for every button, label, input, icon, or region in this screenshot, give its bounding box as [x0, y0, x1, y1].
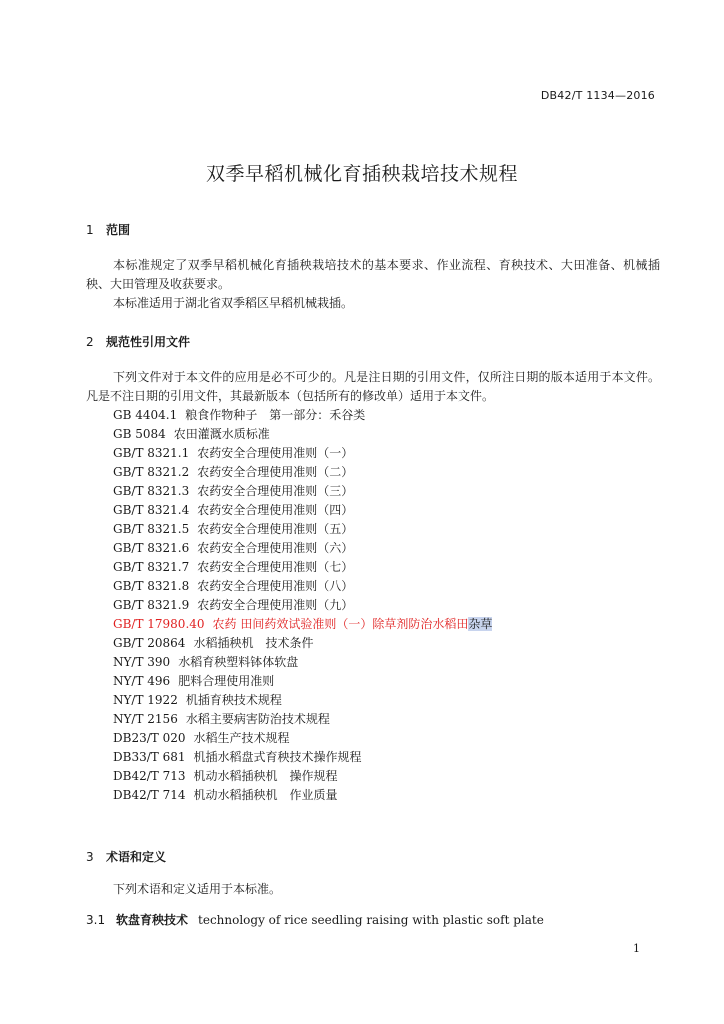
reference-code: GB/T 8321.7: [113, 560, 190, 574]
reference-title: 农田灌溉水质标准: [173, 427, 270, 441]
reference-code: NY/T 2156: [113, 712, 178, 726]
reference-code: GB/T 8321.6: [113, 541, 190, 555]
reference-code: DB33/T 681: [113, 750, 186, 764]
reference-title: 农药安全合理使用准则（五）: [197, 522, 354, 536]
references-intro-paragraph: 下列文件对于本文件的应用是必不可少的。凡是注日期的引用文件，仅所注日期的版本适用于本文件。凡是不注日期的引用文件，其最新版本（包括所有的修改单）适用于本文件。: [86, 370, 660, 403]
terms-intro-paragraph: 下列术语和定义适用于本标准。: [113, 882, 282, 896]
reference-item: [113, 710, 492, 729]
section-1-heading: [86, 221, 130, 238]
document-title: 双季早稻机械化育插秧栽培技术规程: [205, 163, 518, 185]
reference-item: [113, 520, 492, 539]
reference-item: [113, 425, 492, 444]
reference-title: 农药安全合理使用准则（一）: [197, 446, 354, 460]
reference-code: NY/T 496: [113, 674, 171, 688]
reference-item: [113, 767, 492, 786]
reference-title: 农药安全合理使用准则（七）: [197, 560, 354, 574]
normative-references-list: [113, 406, 492, 805]
term-english: technology of rice seedling raising with plastic soft plate: [198, 913, 544, 927]
scope-paragraph-1: 本标准规定了双季早稻机械化育插秧栽培技术的基本要求、作业流程、育秧技术、大田准备、机械插秧、大田管理及收获要求。: [86, 258, 660, 291]
reference-item: [113, 729, 492, 748]
reference-item: [113, 463, 492, 482]
text-selection-highlight[interactable]: 杂草: [468, 617, 493, 631]
reference-title: 水稻育秧塑料钵体软盘: [178, 655, 299, 669]
reference-item: [113, 444, 492, 463]
section-title: 范围: [106, 223, 131, 237]
section-number: 1: [86, 223, 94, 237]
reference-title: 机动水稻插秧机 操作规程: [193, 769, 338, 783]
reference-code: NY/T 1922: [113, 693, 178, 707]
reference-title: 农药安全合理使用准则（三）: [197, 484, 354, 498]
reference-title: 水稻主要病害防治技术规程: [185, 712, 330, 726]
reference-title: 农药安全合理使用准则（四）: [197, 503, 354, 517]
reference-title: 机插水稻盘式育秧技术操作规程: [193, 750, 362, 764]
reference-title: 农药 田间药效试验准则（一）除草剂防治水稻田: [212, 617, 469, 631]
reference-code: GB/T 8321.3: [113, 484, 190, 498]
reference-title: 机插育秧技术规程: [185, 693, 282, 707]
standard-code: DB42/T 1134—2016: [540, 89, 655, 102]
reference-item: [113, 653, 492, 672]
reference-title: 粮食作物种子 第一部分：禾谷类: [185, 408, 366, 422]
reference-code: DB23/T 020: [113, 731, 186, 745]
reference-code: DB42/T 714: [113, 788, 186, 802]
reference-code: NY/T 390: [113, 655, 171, 669]
scope-paragraph-2: 本标准适用于湖北省双季稻区早稻机械栽插。: [113, 296, 354, 310]
page-number: 1: [633, 942, 640, 955]
reference-item-highlighted: [113, 615, 492, 634]
reference-title: 水稻插秧机 技术条件: [193, 636, 314, 650]
reference-item: [113, 482, 492, 501]
reference-item: [113, 539, 492, 558]
reference-item: [113, 748, 492, 767]
reference-item: [113, 672, 492, 691]
reference-code: GB/T 8321.2: [113, 465, 190, 479]
reference-code: GB/T 8321.8: [113, 579, 190, 593]
reference-title: 农药安全合理使用准则（六）: [197, 541, 354, 555]
reference-title: 肥料合理使用准则: [178, 674, 275, 688]
section-3-heading: [86, 848, 166, 865]
reference-item: [113, 691, 492, 710]
reference-code: DB42/T 713: [113, 769, 186, 783]
reference-item: [113, 406, 492, 425]
reference-code: GB/T 20864: [113, 636, 186, 650]
reference-title: 农药安全合理使用准则（九）: [197, 598, 354, 612]
term-number: 3.1: [86, 913, 106, 927]
reference-code: GB/T 8321.1: [113, 446, 190, 460]
section-title: 规范性引用文件: [106, 335, 191, 349]
reference-code: GB 4404.1: [113, 408, 178, 422]
reference-item: [113, 596, 492, 615]
section-title: 术语和定义: [106, 850, 167, 864]
reference-title: 水稻生产技术规程: [193, 731, 290, 745]
reference-code: GB 5084: [113, 427, 166, 441]
section-number: 2: [86, 335, 94, 349]
term-3-1: [86, 911, 544, 928]
section-number: 3: [86, 850, 94, 864]
reference-title: 机动水稻插秧机 作业质量: [193, 788, 338, 802]
reference-item: [113, 786, 492, 805]
reference-title: 农药安全合理使用准则（八）: [197, 579, 354, 593]
reference-item: [113, 501, 492, 520]
reference-code: GB/T 8321.5: [113, 522, 190, 536]
reference-code: GB/T 17980.40: [113, 617, 205, 631]
reference-title: 农药安全合理使用准则（二）: [197, 465, 354, 479]
reference-code: GB/T 8321.9: [113, 598, 190, 612]
reference-item: [113, 577, 492, 596]
reference-item: [113, 634, 492, 653]
reference-item: [113, 558, 492, 577]
section-2-heading: [86, 333, 190, 350]
term-chinese: 软盘育秧技术: [116, 913, 189, 927]
reference-code: GB/T 8321.4: [113, 503, 190, 517]
